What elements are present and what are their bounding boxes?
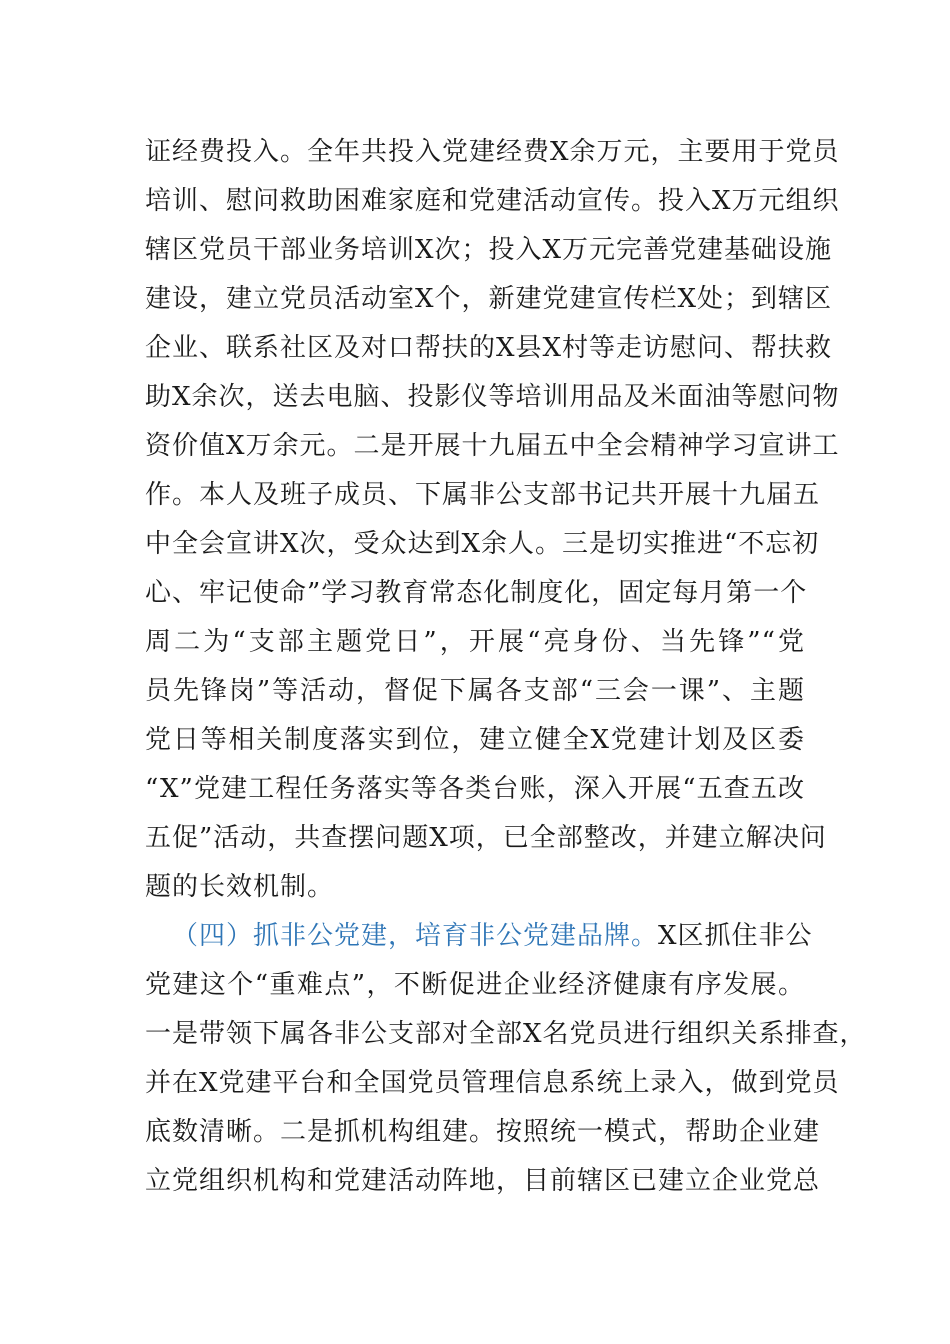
paragraph-line: 党建这个“重难点”，不断促进企业经济健康有序发展。	[145, 970, 805, 1000]
paragraph-line: 助X余次，送去电脑、投影仪等培训用品及米面油等慰问物	[145, 382, 840, 412]
paragraph-line: 周二为“支部主题党日”，开展“亮身份、当先锋”“党	[145, 627, 805, 657]
paragraph-line: 并在X党建平台和全国党员管理信息系统上录入，做到党员	[145, 1068, 840, 1098]
paragraph-line: “X”党建工程任务落实等各类台账，深入开展“五查五改	[145, 774, 805, 804]
paragraph-line: 员先锋岗”等活动，督促下属各支部“三会一课”、主题	[145, 676, 805, 706]
paragraph-line: 作。本人及班子成员、下属非公支部书记共开展十九届五	[145, 480, 821, 510]
paragraph-line: 心、牢记使命”学习教育常态化制度化，固定每月第一个	[145, 578, 808, 608]
paragraph-line: 培训、慰问救助困难家庭和党建活动宣传。投入X万元组织	[145, 186, 840, 216]
paragraph-line: 五促”活动，共查摆问题X项，已全部整改，并建立解决问	[145, 823, 827, 853]
section-heading-rest: X区抓住非公	[658, 921, 813, 951]
paragraph-line: 建设，建立党员活动室X个，新建党建宣传栏X处；到辖区	[145, 284, 833, 314]
section-heading-line	[172, 916, 813, 956]
paragraph-line: 一是带领下属各非公支部对全部X名党员进行组织关系排查，	[145, 1019, 867, 1049]
paragraph-line: 企业、联系社区及对口帮扶的X县X村等走访慰问、帮扶救	[145, 333, 833, 363]
section-heading: （四）抓非公党建，培育非公党建品牌。	[172, 921, 659, 951]
paragraph-line: 证经费投入。全年共投入党建经费X余万元，主要用于党员	[145, 137, 840, 167]
paragraph-line: 立党组织机构和党建活动阵地，目前辖区已建立企业党总	[145, 1166, 821, 1196]
paragraph-line: 底数清晰。二是抓机构组建。按照统一模式，帮助企业建	[145, 1117, 821, 1147]
paragraph-line: 党日等相关制度落实到位，建立健全X党建计划及区委	[145, 725, 805, 755]
paragraph-line: 中全会宣讲X次，受众达到X余人。三是切实推进“不忘初	[145, 529, 820, 559]
paragraph-line: 题的长效机制。	[145, 872, 335, 902]
paragraph-line: 辖区党员干部业务培训X次；投入X万元完善党建基础设施	[145, 235, 833, 265]
paragraph-line: 资价值X万余元。二是开展十九届五中全会精神学习宣讲工	[145, 431, 840, 461]
